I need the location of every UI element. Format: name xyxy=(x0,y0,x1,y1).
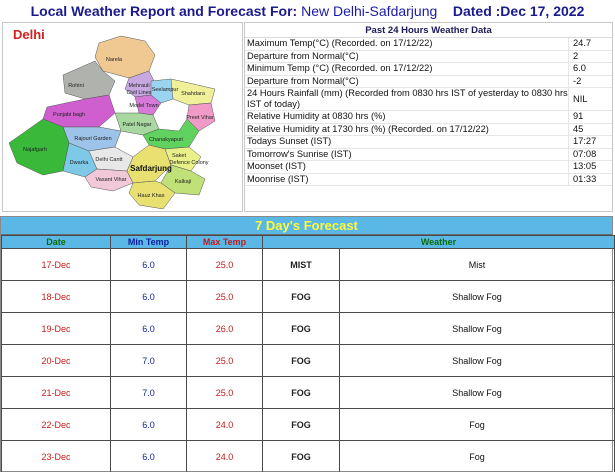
map-label-kalkaji: Kalkaji xyxy=(174,179,192,185)
col-header-min-temp: Min Temp xyxy=(111,236,187,249)
past-data-value: 24.7 xyxy=(568,38,612,50)
forecast-weather-code: FOG xyxy=(263,409,340,441)
forecast-row xyxy=(2,249,615,281)
past-data-value: 07:08 xyxy=(568,149,612,161)
past-data-row xyxy=(245,161,612,174)
forecast-weather-desc: Shallow Fog xyxy=(340,345,615,377)
map-label-model-town: Model Town xyxy=(129,103,159,109)
map-label-mehrauli: Mehrauli xyxy=(128,83,150,89)
map-label-defence-colony: Defence Colony xyxy=(169,160,209,166)
delhi-district-map xyxy=(2,22,243,212)
forecast-panel xyxy=(0,216,613,472)
past-data-value: 45 xyxy=(568,124,612,136)
forecast-row xyxy=(2,441,615,472)
map-label-rohini: Rohini xyxy=(68,83,84,89)
past-data-row xyxy=(245,136,612,149)
forecast-date: 18-Dec xyxy=(2,281,111,313)
map-label-punjabi-bagh: Punjabi bagh xyxy=(52,112,86,118)
forecast-weather-code: FOG xyxy=(263,345,340,377)
past-data-label: Minimum Temp (°C) (Recorded. on 17/12/22) xyxy=(247,63,433,73)
forecast-weather-code: MIST xyxy=(263,249,340,281)
past-data-label: Maximum Temp(°C) (Recorded. on 17/12/22) xyxy=(247,38,433,48)
map-label-hauz-khas: Hauz Khas xyxy=(137,193,165,199)
past-data-row xyxy=(245,149,612,162)
forecast-row xyxy=(2,409,615,441)
past-data-label: Tomorrow's Sunrise (IST) xyxy=(247,148,352,159)
forecast-row xyxy=(2,281,615,313)
past-data-value: 6.0 xyxy=(568,63,612,75)
forecast-max-temp: 26.0 xyxy=(187,313,263,345)
forecast-weather-code: FOG xyxy=(263,281,340,313)
forecast-min-temp: 6.0 xyxy=(111,441,187,472)
forecast-weather-code: FOG xyxy=(263,377,340,409)
past-data-label: Todays Sunset (IST) xyxy=(247,136,332,146)
forecast-weather-desc: Shallow Fog xyxy=(340,313,615,345)
past-data-label: Departure from Normal(°C) xyxy=(247,50,359,61)
forecast-min-temp: 6.0 xyxy=(111,281,187,313)
past-data-row xyxy=(245,124,612,137)
past-data-value: NIL xyxy=(568,88,612,110)
forecast-min-temp: 7.0 xyxy=(111,377,187,409)
forecast-weather-desc: Shallow Fog xyxy=(340,377,615,409)
map-label-vasant-vihar: Vasant Vihar xyxy=(95,177,127,183)
past-data-row xyxy=(245,174,612,187)
past-data-row xyxy=(245,38,612,51)
past-data-label: Departure from Normal(°C) xyxy=(247,75,359,86)
past-data-row xyxy=(245,76,612,89)
past-data-value: 17:27 xyxy=(568,136,612,148)
col-header-max-temp: Max Temp xyxy=(187,236,263,249)
col-header-weather: Weather xyxy=(263,236,615,249)
forecast-row xyxy=(2,345,615,377)
map-label-dwarka: Dwarka xyxy=(69,160,89,166)
map-label-rajouri-garden: Rajouri Garden xyxy=(74,136,112,142)
past-data-value: 01:33 xyxy=(568,174,612,186)
forecast-max-temp: 25.0 xyxy=(187,281,263,313)
map-label-shahdara: Shahdara xyxy=(181,91,205,97)
forecast-header-row xyxy=(2,236,615,249)
past-data-value: 13:05 xyxy=(568,161,612,173)
map-label-civil-lines: Civil Lines xyxy=(126,90,152,96)
forecast-date: 19-Dec xyxy=(2,313,111,345)
past-data-label: Moonrise (IST) xyxy=(247,173,309,184)
forecast-max-temp: 24.0 xyxy=(187,409,263,441)
forecast-weather-desc: Shallow Fog xyxy=(340,281,615,313)
past-24h-panel xyxy=(244,22,613,212)
past-data-row xyxy=(245,88,612,111)
past-data-label: Moonset (IST) xyxy=(247,161,306,171)
map-label-delhi-cantt: Delhi Cantt xyxy=(95,157,123,163)
past-24h-rows xyxy=(245,38,612,186)
map-title: Delhi xyxy=(13,27,45,42)
forecast-weather-desc: Mist xyxy=(340,249,615,281)
past-data-label: Relative Humidity at 1730 hrs (%) (Recorded. on 17/12/22) xyxy=(247,123,489,134)
district-punjabi-bagh xyxy=(43,95,115,127)
forecast-min-temp: 6.0 xyxy=(111,249,187,281)
map-label-patel-nagar: Patel Nagar xyxy=(122,122,152,128)
forecast-date: 17-Dec xyxy=(2,249,111,281)
forecast-min-temp: 6.0 xyxy=(111,313,187,345)
forecast-max-temp: 25.0 xyxy=(187,377,263,409)
past-data-value: 91 xyxy=(568,111,612,123)
map-label-safdarjung: Safdarjung xyxy=(130,164,172,173)
forecast-max-temp: 25.0 xyxy=(187,345,263,377)
forecast-date: 20-Dec xyxy=(2,345,111,377)
header-date: Dated :Dec 17, 2022 xyxy=(452,3,585,19)
map-label-saket: Saket xyxy=(171,153,187,159)
header-location: New Delhi-Safdarjung xyxy=(301,3,438,19)
map-label-seelampur: Seelampur xyxy=(151,87,179,93)
past-data-row xyxy=(245,51,612,64)
forecast-min-temp: 6.0 xyxy=(111,409,187,441)
past-data-label: Relative Humidity at 0830 hrs (%) xyxy=(247,111,386,121)
forecast-date: 22-Dec xyxy=(2,409,111,441)
past-data-value: -2 xyxy=(568,76,612,88)
forecast-max-temp: 25.0 xyxy=(187,249,263,281)
forecast-max-temp: 24.0 xyxy=(187,441,263,472)
district-map-svg xyxy=(3,23,244,213)
forecast-body xyxy=(2,249,615,472)
forecast-weather-desc: Fog xyxy=(340,441,615,472)
forecast-table xyxy=(1,235,615,472)
forecast-title: 7 Day's Forecast xyxy=(1,217,612,235)
forecast-weather-code: FOG xyxy=(263,441,340,472)
header-prefix: Local Weather Report and Forecast For: xyxy=(30,3,298,19)
map-label-narela: Narela xyxy=(105,57,123,63)
past-24h-title: Past 24 Hours Weather Data xyxy=(245,23,612,38)
map-label-chanakyapuri: Chanakyapuri xyxy=(149,137,183,143)
map-label-najafgarh: Najafgarh xyxy=(23,147,47,153)
forecast-min-temp: 7.0 xyxy=(111,345,187,377)
report-header xyxy=(0,0,615,22)
past-data-label: 24 Hours Rainfall (mm) (Recorded from 0830 hrs IST of yesterday to 0830 hrs IST of today) xyxy=(247,88,568,109)
col-header-date: Date xyxy=(2,236,111,249)
forecast-row xyxy=(2,377,615,409)
past-data-row xyxy=(245,111,612,124)
forecast-weather-code: FOG xyxy=(263,313,340,345)
forecast-weather-desc: Fog xyxy=(340,409,615,441)
past-data-row xyxy=(245,63,612,76)
forecast-date: 21-Dec xyxy=(2,377,111,409)
map-label-preet-vihar: Preet Vihar xyxy=(186,115,214,121)
forecast-date: 23-Dec xyxy=(2,441,111,472)
past-data-value: 2 xyxy=(568,51,612,63)
forecast-row xyxy=(2,313,615,345)
